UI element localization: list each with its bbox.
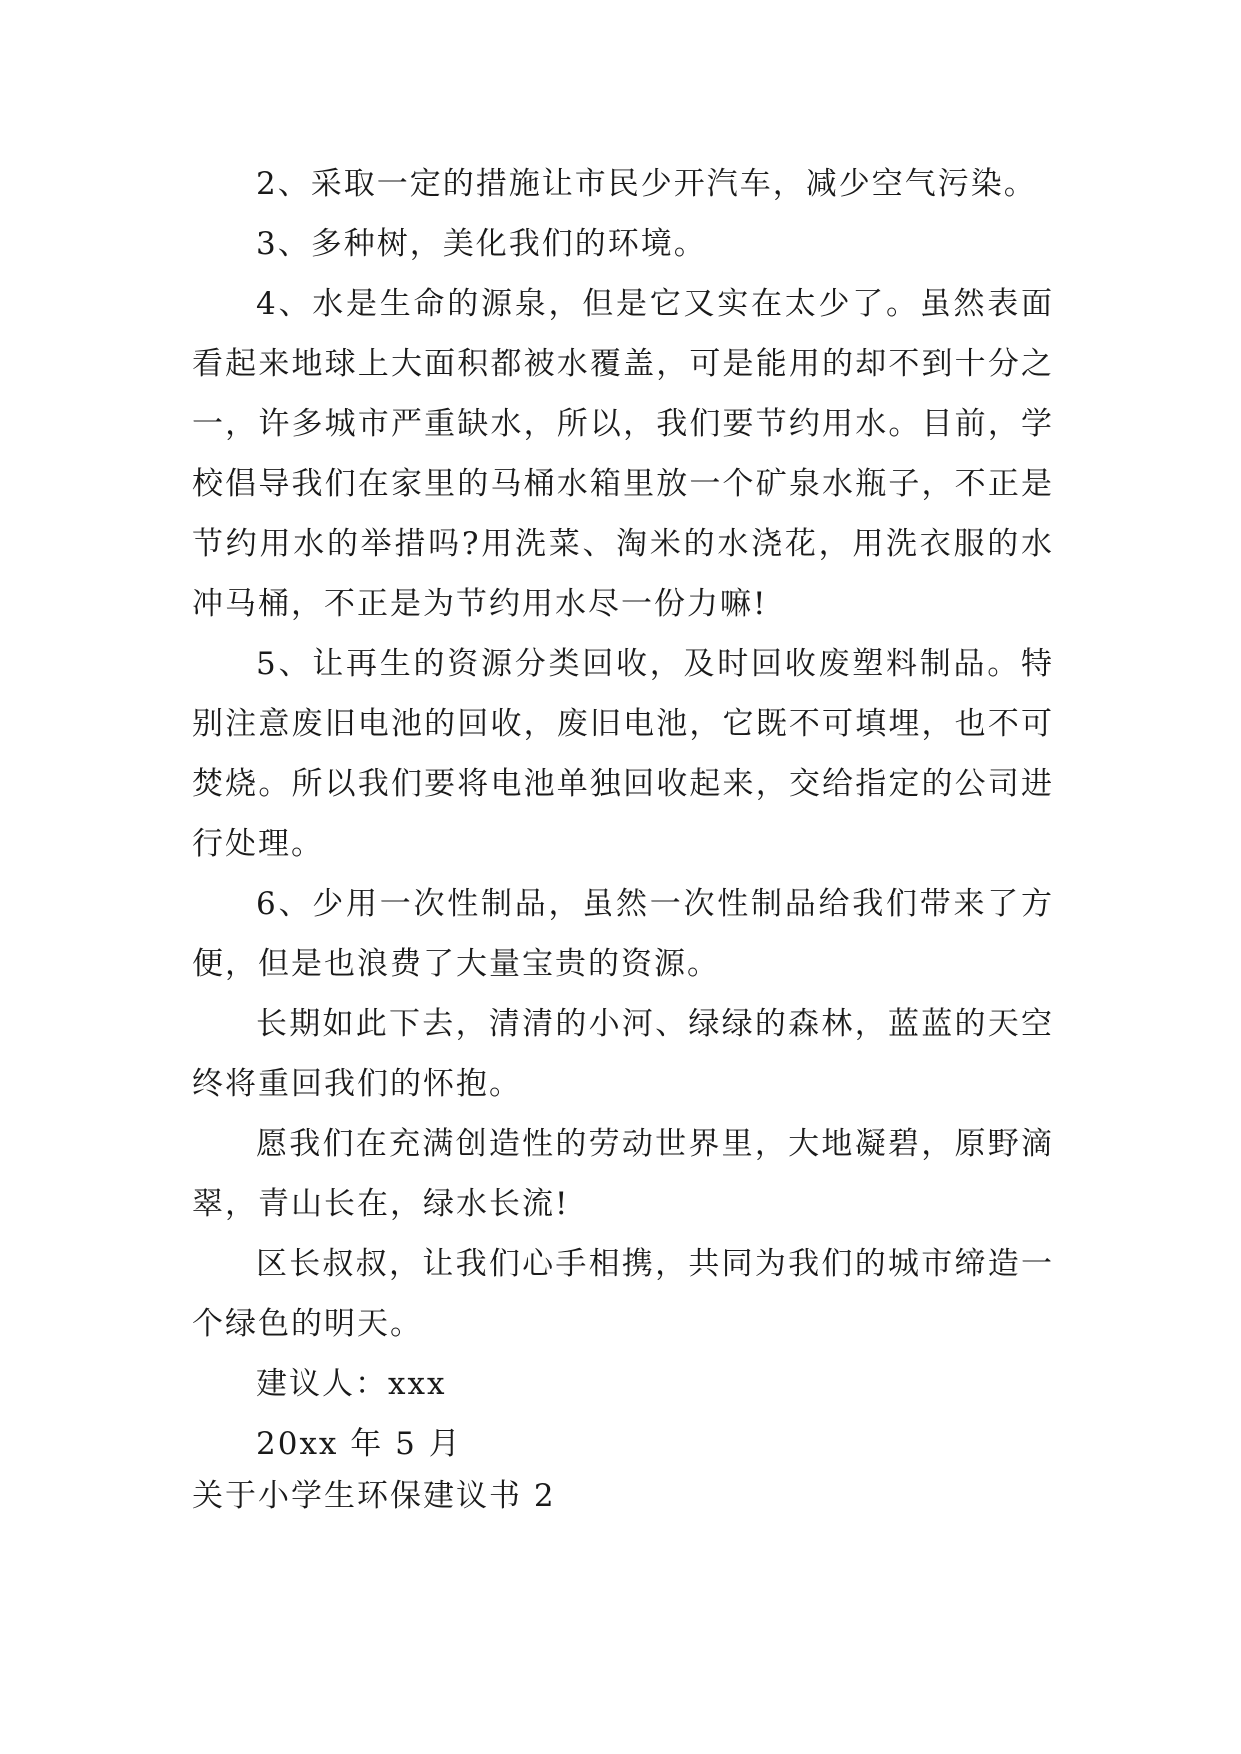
- paragraph-wish: 愿我们在充满创造性的劳动世界里，大地凝碧，原野滴翠，青山长在，绿水长流!: [192, 1126, 1054, 1222]
- signature-line: 建议人：xxx: [256, 1366, 447, 1402]
- paragraph-appeal: 区长叔叔，让我们心手相携，共同为我们的城市缔造一个绿色的明天。: [192, 1246, 1054, 1342]
- paragraph-measure-4: 4、水是生命的源泉，但是它又实在太少了。虽然表面看起来地球上大面积都被水覆盖，可是能用的却不到十分之一，许多城市严重缺水，所以，我们要节约用水。目前，学校倡导我们在家里的马桶水箱里放一个矿泉水瓶子，不正是节约用水的举措吗?用洗菜、淘米的水浇花，用洗衣服的水冲马桶，不正是为节约用水尽一份力嘛!: [192, 286, 1054, 622]
- next-section-title: 关于小学生环保建议书 2: [192, 1478, 556, 1514]
- paragraph-measure-2: 2、采取一定的措施让市民少开汽车，减少空气污染。: [256, 166, 1037, 202]
- paragraph-measure-6: 6、少用一次性制品，虽然一次性制品给我们带来了方便，但是也浪费了大量宝贵的资源。: [192, 886, 1054, 982]
- paragraph-measure-3: 3、多种树，美化我们的环境。: [256, 226, 707, 262]
- paragraph-outlook: 长期如此下去，清清的小河、绿绿的森林，蓝蓝的天空终将重回我们的怀抱。: [192, 1006, 1054, 1102]
- document-body: [192, 154, 1054, 1474]
- paragraph-measure-5: 5、让再生的资源分类回收，及时回收废塑料制品。特别注意废旧电池的回收，废旧电池，它既不可填埋，也不可焚烧。所以我们要将电池单独回收起来，交给指定的公司进行处理。: [192, 646, 1054, 862]
- date-line: 20xx 年 5 月: [256, 1426, 462, 1462]
